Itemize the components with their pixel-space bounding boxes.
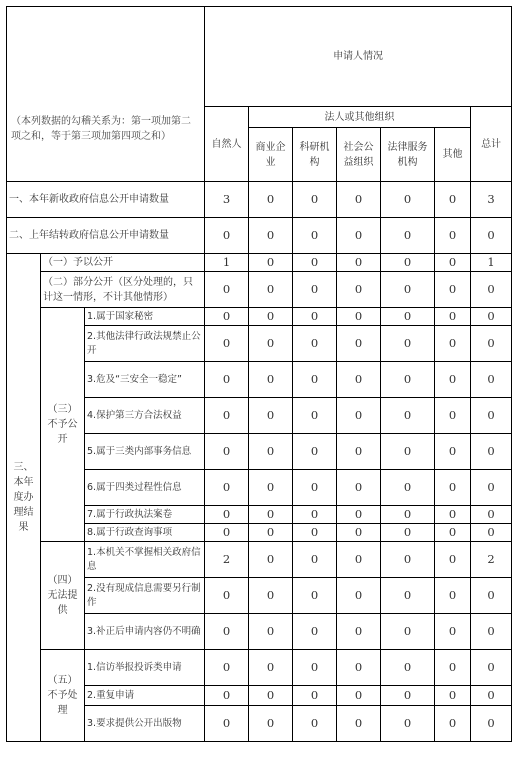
cell-value: 0 — [205, 362, 249, 398]
cell-value: 0 — [435, 182, 471, 218]
cell-value: 0 — [205, 686, 249, 706]
cell-value: 0 — [381, 434, 435, 470]
table-row — [7, 182, 512, 218]
cell-value: 0 — [337, 308, 381, 326]
cell-value: 0 — [337, 686, 381, 706]
natural-person-header: 自然人 — [205, 107, 249, 182]
cell-value: 0 — [205, 578, 249, 614]
table-row — [7, 650, 512, 686]
cell-value: 0 — [205, 434, 249, 470]
cell-value: 0 — [205, 326, 249, 362]
cell-value: 0 — [381, 542, 435, 578]
cell-value: 0 — [337, 434, 381, 470]
cell-value: 0 — [471, 524, 512, 542]
cell-value: 0 — [381, 272, 435, 308]
cell-value: 0 — [205, 218, 249, 254]
cell-value: 0 — [471, 706, 512, 742]
cell-value: 0 — [381, 506, 435, 524]
cell-value: 0 — [293, 506, 337, 524]
cell-value: 0 — [435, 362, 471, 398]
item-label: 6.属于四类过程性信息 — [85, 470, 205, 506]
cell-value: 0 — [471, 218, 512, 254]
cell-value: 0 — [381, 524, 435, 542]
cell-value: 0 — [293, 326, 337, 362]
cell-value: 0 — [293, 470, 337, 506]
cell-value: 0 — [205, 308, 249, 326]
disclosure-statistics-table — [6, 6, 512, 742]
item-label: 3.要求提供公开出版物 — [85, 706, 205, 742]
cell-value: 0 — [293, 524, 337, 542]
cell-value: 0 — [471, 308, 512, 326]
cell-value: 0 — [337, 398, 381, 434]
header-note-cell — [7, 7, 205, 182]
cell-value: 0 — [435, 326, 471, 362]
header-note: （本列数据的勾稽关系为：第一项加第二项之和，等于第三项加第四项之和） — [11, 116, 191, 142]
cell-value: 0 — [381, 686, 435, 706]
cell-value: 0 — [471, 362, 512, 398]
cell-value: 0 — [471, 650, 512, 686]
cell-value: 0 — [293, 218, 337, 254]
cell-value: 0 — [337, 254, 381, 272]
item-label: 2.其他法律行政法规禁止公开 — [85, 326, 205, 362]
cell-value: 0 — [435, 308, 471, 326]
item-label: 1.本机关不掌握相关政府信息 — [85, 542, 205, 578]
cell-value: 0 — [293, 362, 337, 398]
cell-value: 0 — [249, 182, 293, 218]
cell-value: 0 — [249, 506, 293, 524]
cell-value: 0 — [249, 470, 293, 506]
item-label: 8.属于行政查询事项 — [85, 524, 205, 542]
cell-value: 0 — [337, 524, 381, 542]
cell-value: 0 — [249, 254, 293, 272]
cell-value: 0 — [205, 398, 249, 434]
item-label: 3.危及“三安全一稳定” — [85, 362, 205, 398]
cell-value: 0 — [381, 308, 435, 326]
cell-value: 2 — [205, 542, 249, 578]
cell-value: 0 — [471, 272, 512, 308]
cell-value: 0 — [249, 706, 293, 742]
cell-value: 0 — [249, 542, 293, 578]
social-header: 社会公益组织 — [337, 128, 381, 182]
cell-value: 0 — [435, 434, 471, 470]
cell-value: 0 — [249, 272, 293, 308]
table-row — [7, 218, 512, 254]
cell-value: 0 — [293, 308, 337, 326]
cell-value: 0 — [249, 614, 293, 650]
cell-value: 0 — [381, 614, 435, 650]
cell-value: 0 — [249, 434, 293, 470]
cell-value: 0 — [205, 506, 249, 524]
cell-value: 0 — [435, 524, 471, 542]
row-label: （一）予以公开 — [41, 254, 205, 272]
cell-value: 3 — [205, 182, 249, 218]
cell-value: 0 — [381, 182, 435, 218]
research-header: 科研机构 — [293, 128, 337, 182]
cell-value: 0 — [293, 686, 337, 706]
cell-value: 0 — [471, 470, 512, 506]
cell-value: 0 — [249, 362, 293, 398]
table-row — [7, 254, 512, 272]
item-label: 1.属于国家秘密 — [85, 308, 205, 326]
cell-value: 0 — [381, 326, 435, 362]
cell-value: 2 — [471, 542, 512, 578]
cell-value: 0 — [249, 308, 293, 326]
item-label: 5.属于三类内部事务信息 — [85, 434, 205, 470]
cell-value: 0 — [435, 272, 471, 308]
cell-value: 0 — [435, 686, 471, 706]
item-label: 1.信访举报投诉类申请 — [85, 650, 205, 686]
cell-value: 0 — [337, 578, 381, 614]
cell-value: 0 — [337, 182, 381, 218]
group5-label: （五）不予处理 — [41, 650, 85, 742]
cell-value: 0 — [337, 614, 381, 650]
cell-value: 0 — [471, 686, 512, 706]
row-label: 一、本年新收政府信息公开申请数量 — [7, 182, 205, 218]
legal-group-header: 法人或其他组织 — [249, 107, 471, 128]
cell-value: 0 — [381, 470, 435, 506]
cell-value: 0 — [205, 272, 249, 308]
row-label: （二）部分公开（区分处理的，只计这一情形，不计其他情形） — [41, 272, 205, 308]
cell-value: 3 — [471, 182, 512, 218]
cell-value: 0 — [293, 650, 337, 686]
cell-value: 0 — [205, 614, 249, 650]
group4-label: （四）无法提供 — [41, 542, 85, 650]
other-header: 其他 — [435, 128, 471, 182]
cell-value: 0 — [381, 398, 435, 434]
cell-value: 0 — [381, 218, 435, 254]
cell-value: 0 — [381, 706, 435, 742]
cell-value: 0 — [337, 506, 381, 524]
cell-value: 0 — [293, 614, 337, 650]
cell-value: 0 — [435, 506, 471, 524]
cell-value: 0 — [205, 706, 249, 742]
cell-value: 0 — [471, 614, 512, 650]
table-row — [7, 542, 512, 578]
cell-value: 0 — [471, 434, 512, 470]
cell-value: 0 — [293, 398, 337, 434]
commercial-header: 商业企业 — [249, 128, 293, 182]
cell-value: 0 — [471, 578, 512, 614]
cell-value: 0 — [249, 218, 293, 254]
cell-value: 1 — [205, 254, 249, 272]
cell-value: 0 — [249, 524, 293, 542]
cell-value: 0 — [293, 182, 337, 218]
cell-value: 0 — [249, 650, 293, 686]
row-label: 二、上年结转政府信息公开申请数量 — [7, 218, 205, 254]
cell-value: 0 — [337, 706, 381, 742]
cell-value: 0 — [435, 578, 471, 614]
item-label: 7.属于行政执法案卷 — [85, 506, 205, 524]
cell-value: 0 — [249, 686, 293, 706]
cell-value: 1 — [471, 254, 512, 272]
cell-value: 0 — [249, 578, 293, 614]
cell-value: 0 — [293, 272, 337, 308]
cell-value: 0 — [337, 542, 381, 578]
cell-value: 0 — [435, 542, 471, 578]
cell-value: 0 — [435, 650, 471, 686]
item-label: 2.重复申请 — [85, 686, 205, 706]
cell-value: 0 — [249, 398, 293, 434]
cell-value: 0 — [293, 542, 337, 578]
cell-value: 0 — [471, 326, 512, 362]
cell-value: 0 — [337, 362, 381, 398]
cell-value: 0 — [435, 706, 471, 742]
section3-label-text: 三、本年度办理结果 — [13, 462, 34, 533]
cell-value: 0 — [381, 650, 435, 686]
cell-value: 0 — [293, 434, 337, 470]
item-label: 4.保护第三方合法权益 — [85, 398, 205, 434]
cell-value: 0 — [471, 398, 512, 434]
cell-value: 0 — [293, 578, 337, 614]
cell-value: 0 — [471, 506, 512, 524]
table-row — [7, 308, 512, 326]
cell-value: 0 — [381, 362, 435, 398]
cell-value: 0 — [337, 470, 381, 506]
section3-label — [7, 254, 41, 742]
cell-value: 0 — [381, 578, 435, 614]
applicant-header: 申请人情况 — [205, 7, 512, 107]
cell-value: 0 — [205, 470, 249, 506]
cell-value: 0 — [435, 254, 471, 272]
cell-value: 0 — [205, 524, 249, 542]
cell-value: 0 — [435, 218, 471, 254]
cell-value: 0 — [337, 272, 381, 308]
cell-value: 0 — [381, 254, 435, 272]
cell-value: 0 — [435, 398, 471, 434]
cell-value: 0 — [337, 326, 381, 362]
total-header: 总计 — [471, 107, 512, 182]
item-label: 3.补正后申请内容仍不明确 — [85, 614, 205, 650]
item-label: 2.没有现成信息需要另行制作 — [85, 578, 205, 614]
cell-value: 0 — [293, 706, 337, 742]
cell-value: 0 — [337, 650, 381, 686]
table-row — [7, 272, 512, 308]
cell-value: 0 — [249, 326, 293, 362]
cell-value: 0 — [337, 218, 381, 254]
cell-value: 0 — [293, 254, 337, 272]
cell-value: 0 — [435, 614, 471, 650]
cell-value: 0 — [205, 650, 249, 686]
legal-service-header: 法律服务机构 — [381, 128, 435, 182]
group3-label: （三）不予公开 — [41, 308, 85, 542]
cell-value: 0 — [435, 470, 471, 506]
